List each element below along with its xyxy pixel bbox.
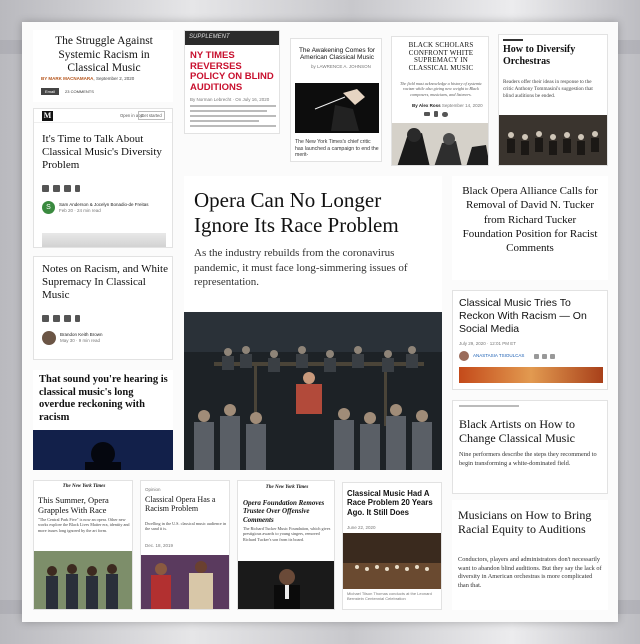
author-row <box>42 331 103 345</box>
facebook-icon[interactable] <box>534 354 539 359</box>
performers-illustration <box>141 555 230 610</box>
trustee-illustration <box>238 561 335 610</box>
article-card-black-artists[interactable] <box>452 400 608 494</box>
header-image <box>42 233 166 248</box>
article-card-awakening[interactable] <box>290 38 382 162</box>
performers-photo <box>141 555 230 610</box>
opera-stage-illustration <box>184 312 442 470</box>
bookmark-icon[interactable] <box>75 185 80 192</box>
date: On July 16, 2020 <box>235 97 270 102</box>
headline: Opera Foundation Removes Trustee Over Offensive Comments <box>243 499 325 524</box>
date: Dec. 18, 2019 <box>145 543 174 548</box>
byline: BY MARK MACNAMARA <box>41 76 94 81</box>
section-label: Opinion <box>145 487 161 492</box>
dek: As the industry rebuilds from the coronavirus pandemic, it must face long-simmering issues of representation. <box>194 247 408 289</box>
article-card-race-problem-20-years[interactable] <box>342 482 442 610</box>
linkedin-icon[interactable] <box>53 185 60 192</box>
headline: That sound you're hearing is classical music's long overdue reckoning with racism <box>39 374 168 423</box>
silhouette-illustration <box>33 430 173 470</box>
article-card-struggle[interactable] <box>33 30 173 102</box>
scholars-illustration <box>392 123 489 166</box>
share-icons <box>424 111 448 117</box>
author-avatar[interactable]: S <box>42 201 55 214</box>
twitter-icon[interactable] <box>542 354 547 359</box>
headline: This Summer, Opera Grapples With Race <box>38 495 109 516</box>
date: May 30 · 9 min read <box>60 338 101 343</box>
email-button[interactable]: Email <box>41 88 59 95</box>
article-card-black-opera-alliance[interactable] <box>452 176 608 280</box>
concert-photo <box>343 533 442 589</box>
author-avatar[interactable] <box>42 331 56 345</box>
facebook-icon[interactable] <box>64 185 71 192</box>
article-card-foundation-removes-trustee[interactable] <box>237 480 335 610</box>
byline-row: BY MARK MACNAMARA, September 2, 2020 <box>41 76 135 81</box>
author-row <box>459 351 555 361</box>
author-name[interactable]: Brandon Keith Brown <box>60 332 103 338</box>
article-card-overdue-reckoning[interactable] <box>33 370 173 470</box>
caption: Michael Tilson Thomas conducts at the Leonard Bernstein Centennial Celebration <box>347 591 432 601</box>
caption: The New York Times's chief critic has launched a campaign to end the merit- <box>295 139 379 158</box>
conductor-illustration <box>295 83 379 133</box>
byline-row <box>412 103 483 109</box>
dek: "The Central Park Five" is now an opera. Other new works explore the Black Lives Matter era, identity and more issues long ignored by the art form. <box>38 517 130 533</box>
masthead: The New York Times <box>265 485 309 490</box>
conductor-photo <box>295 83 379 133</box>
masthead: The New York Times <box>62 484 106 489</box>
share-icons <box>42 185 80 192</box>
comments-link[interactable]: 23 COMMENTS <box>65 89 94 94</box>
trustee-photo <box>238 561 335 610</box>
body-text-lines <box>190 105 276 130</box>
headline: Black Artists on How to Change Classical Music <box>459 417 575 446</box>
author-name[interactable]: Sam Anderson & Jocelyn Bonadio-de Freitas <box>59 201 149 207</box>
orchestra-illustration <box>499 115 608 166</box>
share-icons <box>42 315 80 322</box>
bookmark-icon[interactable] <box>75 315 80 322</box>
twitter-icon[interactable] <box>442 112 448 117</box>
header-image <box>459 367 603 383</box>
headline: Classical Music Tries To Reckon With Racism — On Social Media <box>459 297 587 335</box>
article-card-opera-race-problem[interactable] <box>184 176 442 470</box>
medium-logo[interactable]: M <box>43 111 52 120</box>
date: September 2, 2020 <box>95 76 135 81</box>
date: September 14, 2020 <box>441 103 483 108</box>
author-row <box>42 201 149 214</box>
headline: Musicians on How to Bring Racial Equity to Auditions <box>458 508 592 537</box>
headline: BLACK SCHOLARS CONFRONT WHITE SUPREMACY IN CLASSICAL MUSIC <box>408 41 474 73</box>
date: Feb 20 · 24 min read <box>59 207 101 213</box>
dek: The Richard Tucker Music Foundation, which gives prestigious awards to young singers, removed Richard Tucker's son from its board. <box>243 526 331 542</box>
group-illustration <box>34 551 133 610</box>
headline: Classical Opera Has a Racism Problem <box>145 495 216 514</box>
share-icons <box>534 354 555 359</box>
dek: Conductors, players and administrators don't necessarily want to abandon blind auditions. But they say the lack of diversity in American orchestras is more complicated than that. <box>458 556 602 589</box>
masthead: SUPPLEMENT <box>189 34 230 40</box>
article-card-black-scholars[interactable] <box>391 36 489 166</box>
article-card-notes-on-racism[interactable] <box>33 256 173 360</box>
open-in-app-button[interactable]: Open in app <box>120 113 143 118</box>
twitter-icon[interactable] <box>42 315 49 322</box>
twitter-icon[interactable] <box>42 185 49 192</box>
share-row <box>41 88 94 95</box>
dek: The field must acknowledge a history of systemic racism while also giving new weight to Black composers, musicians, and listeners. <box>400 81 482 97</box>
dek: Nine performers describe the steps they recommend to begin transforming a white-dominated field. <box>459 451 597 467</box>
email-icon[interactable] <box>424 112 430 116</box>
group-photo <box>34 551 133 610</box>
silhouette-photo <box>33 430 173 470</box>
headline: The Struggle Against Systemic Racism in Classical Music <box>55 35 153 75</box>
facebook-icon[interactable] <box>434 111 438 117</box>
byline: by LAWRENCE A. JOHNSON <box>311 64 371 69</box>
dek: Readers offer their ideas in response to the critic Anthony Tommasini's suggestion that blind auditions be ended. <box>503 79 593 99</box>
email-icon[interactable] <box>550 354 555 359</box>
article-card-classical-opera-racism[interactable] <box>140 480 230 610</box>
headline: How to Diversify Orchestras <box>503 44 576 67</box>
illustration <box>392 123 489 166</box>
opera-stage-photo <box>184 312 442 470</box>
article-card-summer-opera[interactable] <box>33 480 133 610</box>
date: July 29, 2020 · 12:01 PM ET <box>459 341 517 346</box>
author-name[interactable]: ANASTASIA TSIOULCAS <box>473 353 525 359</box>
orchestra-photo <box>499 115 608 166</box>
date: June 22, 2020 <box>347 525 376 530</box>
article-card-blind-auditions[interactable] <box>184 30 280 134</box>
linkedin-icon[interactable] <box>53 315 60 322</box>
concert-illustration <box>343 533 442 589</box>
top-rule <box>459 405 519 407</box>
headline: Black Opera Alliance Calls for Removal of David N. Tucker from Richard Tucker Foundation Position for Racist Comments <box>462 185 598 255</box>
headline: NY TIMES REVERSES POLICY ON BLIND AUDITIONS <box>190 50 274 93</box>
byline: By Alex Ross <box>412 103 441 108</box>
author-avatar[interactable] <box>459 351 469 361</box>
article-card-diversity-problem[interactable] <box>33 108 173 248</box>
headline: Notes on Racism, and White Supremacy In Classical Music <box>42 263 168 302</box>
byline: By Norman Lebrecht <box>190 97 232 102</box>
facebook-icon[interactable] <box>64 315 71 322</box>
headline: It's Time to Talk About Classical Music's Diversity Problem <box>42 133 162 172</box>
section-rule <box>503 39 523 41</box>
headline: The Awakening Comes for American Classical Music <box>298 47 376 62</box>
article-card-diversify-orchestras[interactable] <box>498 34 608 166</box>
article-card-social-media[interactable] <box>452 290 608 390</box>
get-started-button[interactable]: Get started <box>138 111 165 120</box>
byline-row: By Norman Lebrecht · On July 16, 2020 <box>190 97 270 102</box>
headline: Opera Can No Longer Ignore Its Race Problem <box>194 188 399 238</box>
headline: Classical Music Had A Race Problem 20 Years Ago. It Still Does <box>347 489 433 517</box>
article-card-equity-auditions[interactable] <box>452 500 608 610</box>
dek: Dwelling in the U.S. classical music audience in the sand it is. <box>145 521 227 532</box>
